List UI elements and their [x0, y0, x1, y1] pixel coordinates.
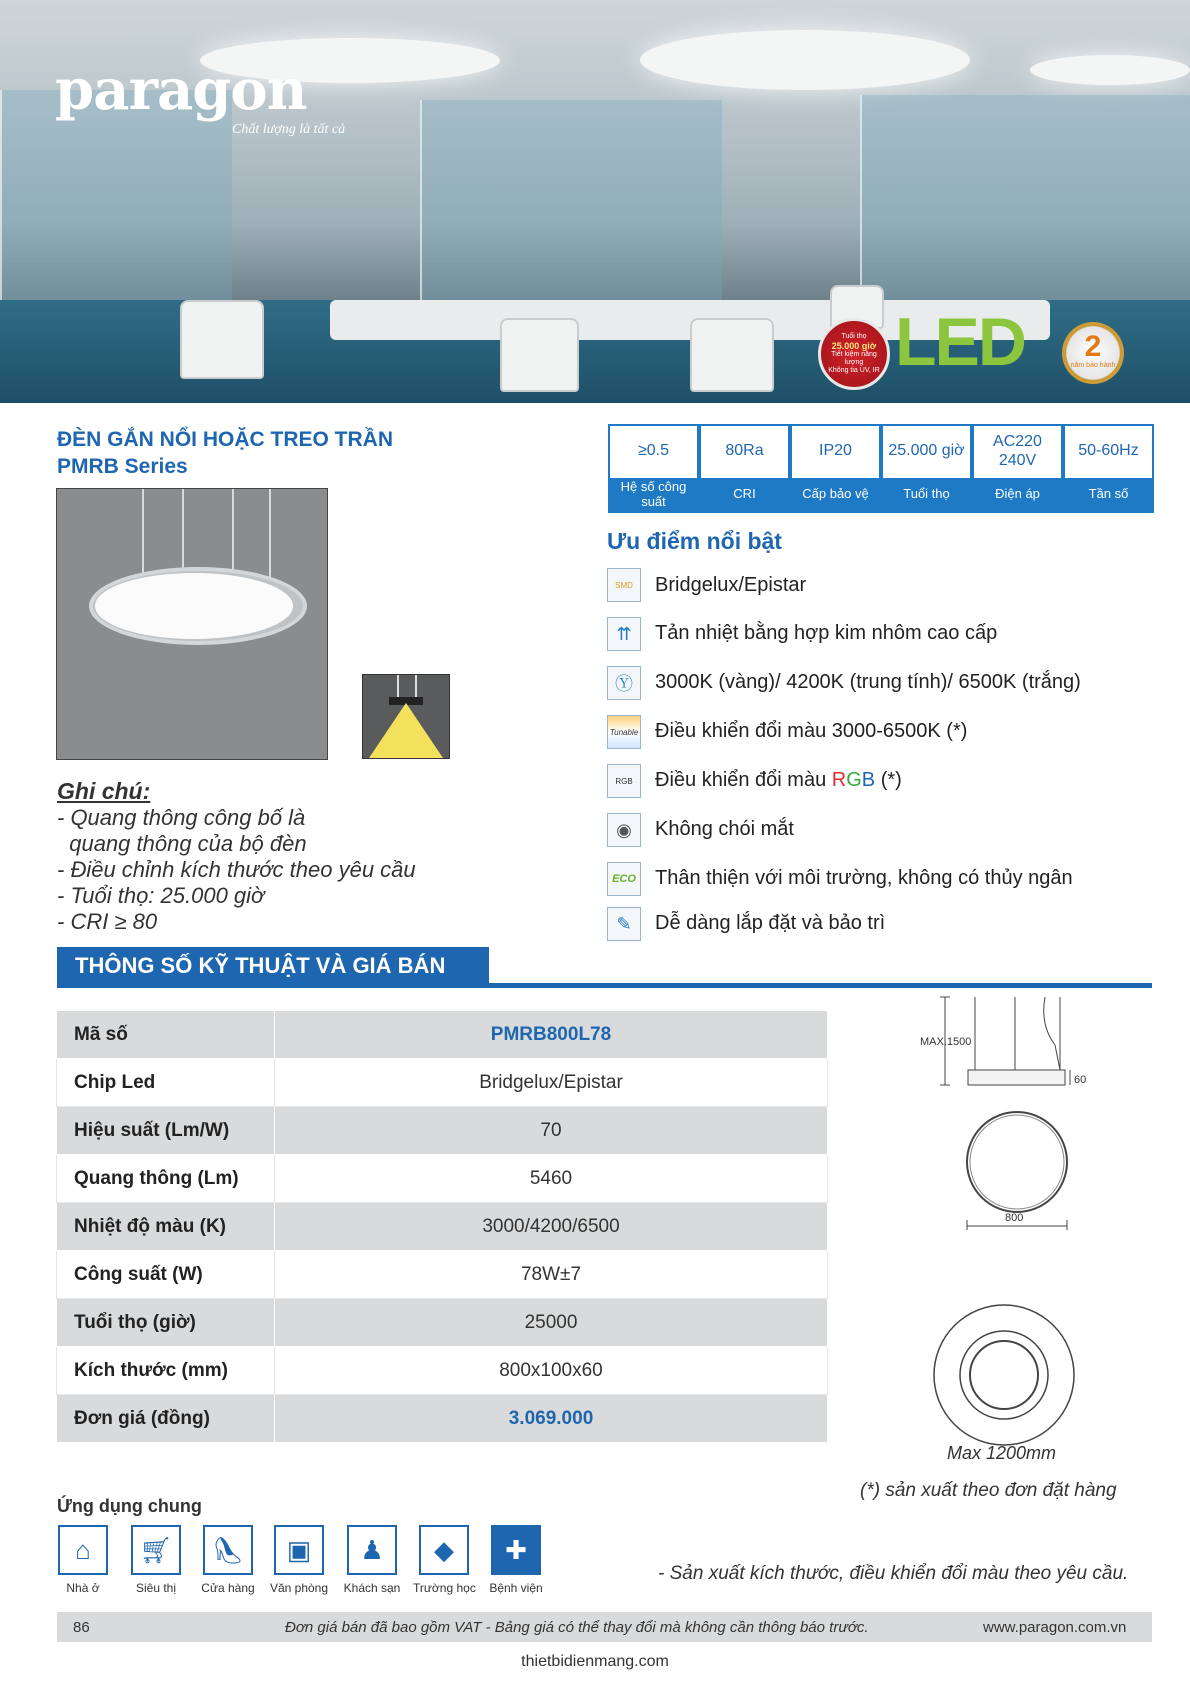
smd-chip-icon: SMD: [607, 568, 641, 602]
seal-line: Tuổi thọ: [841, 332, 867, 340]
row-key: Đơn giá (đồng): [57, 1395, 275, 1443]
application-label: Khách sạn: [343, 1581, 401, 1595]
note-line: - Điều chỉnh kích thước theo yêu cầu: [57, 857, 416, 882]
color-temperature-icon: Ⓨ: [607, 666, 641, 700]
glass-wall: [420, 100, 722, 300]
hospital-cross-icon: ✚: [491, 1525, 541, 1575]
eye-icon: ◉: [607, 813, 641, 847]
lamp-diffuser: [95, 573, 293, 639]
advantage-item: Điều khiển đổi màu 3000-6500K (*): [655, 720, 968, 742]
graduation-cap-icon: ◆: [419, 1525, 469, 1575]
advantage-item: Không chói mắt: [655, 818, 794, 840]
row-value: 70: [275, 1107, 828, 1155]
notes-title: Ghi chú:: [57, 778, 151, 804]
suspension-wire: [182, 489, 184, 579]
table-row: [57, 1299, 828, 1347]
application-supermarket: [125, 1525, 187, 1595]
table-row: [57, 1203, 828, 1251]
dimension-height: 60: [1074, 1074, 1087, 1086]
custom-note: - Sản xuất kích thước, điều khiển đổi màu theo yêu cầu.: [658, 1563, 1129, 1584]
advantage-text: (*): [875, 769, 902, 791]
application-hospital: [485, 1525, 547, 1595]
rgb-letter-r: R: [831, 769, 847, 791]
note-line: quang thông của bộ đèn: [57, 831, 307, 856]
suspension-wire: [142, 489, 144, 579]
shopping-cart-icon: 🛒︎: [131, 1525, 181, 1575]
row-value: 5460: [275, 1155, 828, 1203]
row-value: 3000/4200/6500: [275, 1203, 828, 1251]
section-title: THÔNG SỐ KỸ THUẬT VÀ GIÁ BÁN: [57, 947, 489, 985]
advantage-item: Thân thiện với môi trường, không có thủy ngân: [655, 867, 1073, 889]
spec-table: [56, 1010, 828, 1443]
seal-line: 25.000 giờ: [831, 340, 877, 351]
office-computer-icon: ▣: [274, 1525, 324, 1575]
warranty-label: năm bảo hành: [1070, 362, 1116, 369]
row-key: Nhiệt độ màu (K): [57, 1203, 275, 1251]
warranty-years: 2: [1084, 330, 1102, 363]
row-value: 78W±7: [275, 1251, 828, 1299]
spec-box-frequency: [1063, 424, 1154, 513]
advantage-item-rgb: [655, 769, 902, 792]
note-line: - Quang thông công bố là: [57, 805, 306, 830]
spec-value: AC220 240V: [993, 432, 1042, 469]
dimension-diameter: 800: [1005, 1212, 1024, 1224]
rgb-icon: RGB: [607, 764, 641, 798]
glass-wall: [860, 95, 1190, 305]
row-key: Quang thông (Lm): [57, 1155, 275, 1203]
dimension-max-height: MAX.1500: [920, 1036, 972, 1048]
suspension-wire: [269, 489, 271, 579]
application-school: [413, 1525, 475, 1595]
row-value: 800x100x60: [275, 1347, 828, 1395]
advantage-item: 3000K (vàng)/ 4200K (trung tính)/ 6500K (trắng): [655, 671, 1081, 693]
glass-wall: [0, 90, 232, 320]
row-key: Mã số: [57, 1011, 275, 1059]
row-value-model: PMRB800L78: [275, 1011, 828, 1059]
rgb-letter-g: G: [846, 769, 862, 791]
max-size-drawing: [932, 1303, 1076, 1447]
advantage-item: Dễ dàng lắp đặt và bảo trì: [655, 912, 886, 934]
spec-label: Tuổi thọ: [883, 478, 970, 511]
tunable-icon: Tunable: [607, 715, 641, 749]
application-label: Trường học: [413, 1581, 476, 1595]
table-row: [57, 1059, 828, 1107]
spec-box-power-factor: [608, 424, 699, 513]
suspension-wire: [415, 675, 417, 697]
ceiling-light: [1030, 55, 1190, 85]
applications-title: Ứng dụng chung: [57, 1496, 202, 1516]
spec-box-voltage: [972, 424, 1063, 513]
spec-label: Tần số: [1065, 478, 1152, 511]
row-key: Kích thước (mm): [57, 1347, 275, 1395]
suspension-wire: [397, 675, 399, 697]
application-hotel: [341, 1525, 403, 1595]
row-value-price: 3.069.000: [275, 1395, 828, 1443]
advantages-title: Ưu điểm nổi bật: [607, 528, 782, 554]
lifetime-seal: [818, 318, 890, 390]
light-beam: [369, 703, 443, 758]
seal-line: Tiết kiệm năng lượng: [831, 351, 877, 367]
table-row: [57, 1107, 828, 1155]
page-number: 86: [73, 1619, 90, 1636]
spec-label: CRI: [701, 478, 788, 511]
spec-value: IP20: [819, 442, 852, 460]
watermark: thietbidienmang.com: [521, 1653, 669, 1670]
note-line: - Tuổi thọ: 25.000 giờ: [57, 883, 265, 908]
paragon-logo: paragon: [55, 57, 307, 123]
product-series: PMRB Series: [57, 455, 188, 478]
row-key: Hiệu suất (Lm/W): [57, 1107, 275, 1155]
application-home: [52, 1525, 114, 1595]
warranty-badge: [1062, 322, 1124, 384]
row-key: Chip Led: [57, 1059, 275, 1107]
application-label: Siêu thị: [135, 1581, 177, 1595]
application-store: [197, 1525, 259, 1595]
chair: [180, 300, 264, 379]
vat-note: Đơn giá bán đã bao gồm VAT - Bảng giá có thể thay đổi mà không cần thông báo trước.: [285, 1619, 869, 1636]
max-diameter-label: Max 1200mm: [947, 1443, 1057, 1463]
eco-icon: ECO: [607, 862, 641, 896]
house-icon: ⌂: [58, 1525, 108, 1575]
ceiling-light: [640, 30, 970, 90]
suspension-wire: [232, 489, 234, 579]
application-label: Nhà ở: [66, 1581, 100, 1595]
product-title: ĐÈN GẮN NỔI HOẶC TREO TRẦN: [57, 428, 393, 451]
table-row: [57, 1395, 828, 1443]
advantage-text: Điều khiển đổi màu: [655, 769, 832, 791]
row-value: Bridgelux/Epistar: [275, 1059, 828, 1107]
application-office: [268, 1525, 330, 1595]
section-divider: [57, 983, 1152, 988]
spec-label: Hệ số công suất: [610, 478, 697, 511]
row-key: Công suất (W): [57, 1251, 275, 1299]
spec-value: 25.000 giờ: [888, 442, 965, 460]
tools-icon: ✎: [607, 907, 641, 941]
seal-line: Không tia UV, IR: [828, 367, 880, 375]
led-logo: LED: [895, 304, 1025, 380]
application-label: Cửa hàng: [201, 1581, 255, 1595]
table-row: [57, 1155, 828, 1203]
application-label: Văn phòng: [269, 1581, 329, 1595]
spec-label: Điện áp: [974, 478, 1061, 511]
application-label: Bệnh viện: [489, 1581, 543, 1595]
row-value: 25000: [275, 1299, 828, 1347]
spec-box-cri: [699, 424, 790, 513]
product-photo: [56, 488, 328, 760]
table-row: [57, 1251, 828, 1299]
beam-diagram: [362, 674, 450, 759]
website-link[interactable]: www.paragon.com.vn: [983, 1619, 1127, 1636]
spec-value: ≥0.5: [637, 442, 670, 460]
chair: [690, 318, 774, 392]
spec-value: 50-60Hz: [1078, 442, 1139, 460]
high-heel-icon: 👠︎: [203, 1525, 253, 1575]
advantage-item: Bridgelux/Epistar: [655, 574, 807, 596]
advantage-item: Tản nhiệt bằng hợp kim nhôm cao cấp: [655, 622, 998, 644]
table-row: [57, 1011, 828, 1059]
spec-value: 80Ra: [725, 442, 764, 460]
hotel-staff-icon: ♟: [347, 1525, 397, 1575]
chair: [500, 318, 579, 392]
rgb-letter-b: B: [861, 769, 876, 791]
note-line: - CRI ≥ 80: [57, 909, 158, 934]
row-key: Tuổi thọ (giờ): [57, 1299, 275, 1347]
spec-label: Cấp bảo vệ: [792, 478, 879, 511]
slogan: Chất lượng là tất cả: [232, 122, 346, 137]
order-note: (*) sản xuất theo đơn đặt hàng: [860, 1480, 1117, 1501]
heat-sink-icon: ⇈: [607, 617, 641, 651]
spec-box-lifetime: [881, 424, 972, 513]
spec-box-ip: [790, 424, 881, 513]
table-row: [57, 1347, 828, 1395]
